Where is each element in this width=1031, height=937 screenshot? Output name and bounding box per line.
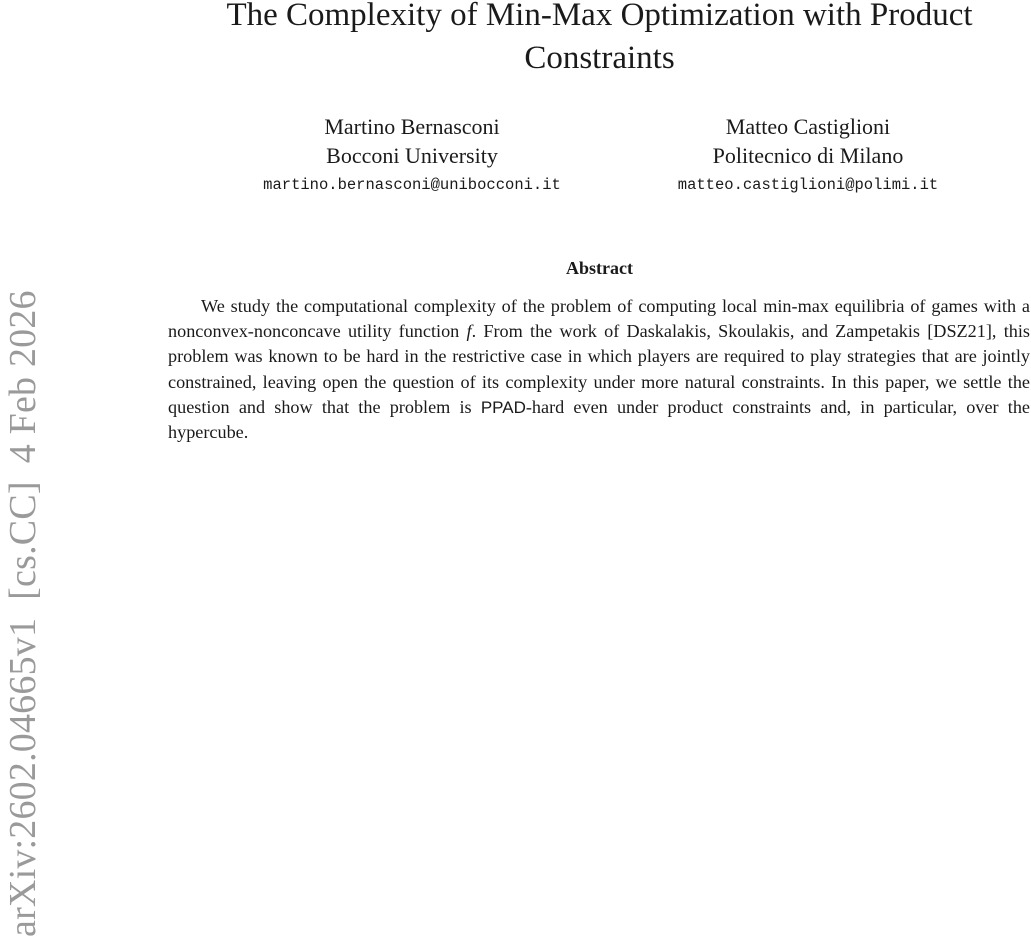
arxiv-category: [cs.CC] bbox=[2, 481, 44, 600]
complexity-class-ppad: PPAD bbox=[480, 397, 526, 417]
abstract-text-part-1: We study the computational complexity of the problem of computing local min-max equilibria of games with a nonconvex-nonconcave utility function bbox=[168, 296, 1030, 342]
author-1 bbox=[238, 112, 586, 198]
abstract-heading: Abstract bbox=[566, 258, 633, 278]
paper-title: The Complexity of Min-Max Optimization with Product Constraints bbox=[226, 0, 973, 76]
abstract-body bbox=[168, 294, 1030, 445]
author-name: Martino Bernasconi bbox=[324, 114, 500, 139]
author-2 bbox=[640, 112, 976, 198]
arxiv-stamp bbox=[0, 0, 46, 937]
author-email: matteo.castiglioni@polimi.it bbox=[677, 176, 939, 194]
author-name: Matteo Castiglioni bbox=[725, 114, 891, 139]
author-affiliation: Politecnico di Milano bbox=[712, 143, 904, 168]
arxiv-id: arXiv:2602.04665v1 bbox=[2, 617, 44, 937]
abstract-text-part-2: . From the work of Daskalakis, Skoulakis, and Zampetakis [DSZ21], this problem was known to be hard in the restrictive case in which players are required to play strategies that are jointly constrained, leaving open the question of its complexity under more natural constraints. In this paper, we settle the question and show that the problem is bbox=[168, 321, 1030, 417]
author-block bbox=[168, 112, 1031, 202]
author-email: martino.bernasconi@unibocconi.it bbox=[263, 176, 561, 194]
arxiv-date: 4 Feb 2026 bbox=[2, 290, 44, 464]
abstract-text-part-3: -hard even under product constraints and, in particular, over the hypercube. bbox=[168, 396, 1030, 443]
author-affiliation: Bocconi University bbox=[326, 143, 498, 168]
math-symbol-f: f bbox=[466, 321, 472, 342]
